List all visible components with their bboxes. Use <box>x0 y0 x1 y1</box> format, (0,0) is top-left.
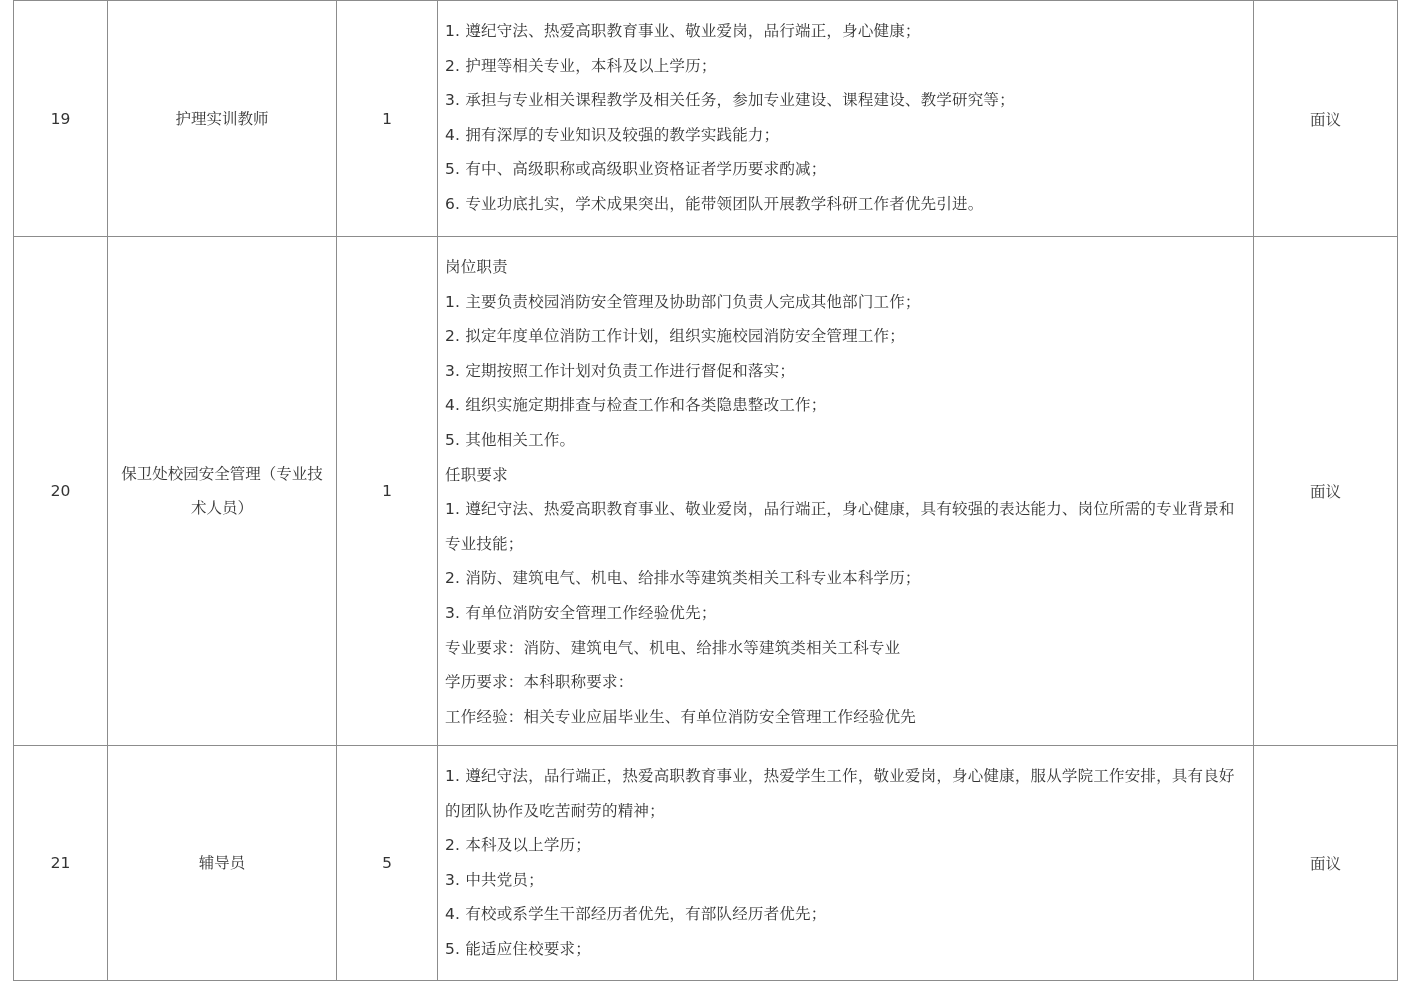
requirement-line: 5. 有中、高级职称或高级职业资格证者学历要求酌减； <box>445 160 827 179</box>
section-heading: 任职要求 <box>445 465 508 484</box>
requirement-line: 3. 中共党员； <box>445 870 544 889</box>
headcount: 1 <box>337 237 438 745</box>
requirement-line: 2. 拟定年度单位消防工作计划，组织实施校园消防安全管理工作； <box>445 327 905 346</box>
requirement-line: 5. 能适应住校要求； <box>445 939 591 958</box>
requirements-cell <box>438 237 1254 745</box>
row-number: 20 <box>14 237 108 745</box>
requirement-line: 4. 有校或系学生干部经历者优先，有部队经历者优先； <box>445 905 827 924</box>
requirements-cell <box>438 746 1254 980</box>
requirement-line: 2. 护理等相关专业，本科及以上学历； <box>445 56 717 75</box>
requirement-line: 工作经验：相关专业应届毕业生、有单位消防安全管理工作经验优先 <box>445 707 917 726</box>
salary: 面议 <box>1309 855 1341 873</box>
table-row <box>14 745 1397 980</box>
headcount: 1 <box>337 1 438 236</box>
requirement-line: 3. 有单位消防安全管理工作经验优先； <box>445 603 717 622</box>
table-row <box>14 236 1397 745</box>
requirement-line: 3. 承担与专业相关课程教学及相关任务，参加专业建设、课程建设、教学研究等； <box>445 91 1015 110</box>
table-row <box>14 0 1397 236</box>
recruitment-table <box>13 0 1398 981</box>
requirement-line: 6. 专业功底扎实，学术成果突出，能带领团队开展教学科研工作者优先引进。 <box>445 194 984 213</box>
row-number: 21 <box>14 746 108 980</box>
section-heading: 岗位职责 <box>445 258 508 276</box>
requirement-line: 2. 消防、建筑电气、机电、给排水等建筑类相关工科专业本科学历； <box>445 569 921 588</box>
requirement-line: 2. 本科及以上学历； <box>445 836 591 855</box>
requirement-line: 1. 遵纪守法，品行端正，热爱高职教育事业，热爱学生工作，敬业爱岗，身心健康，服从学院工作安排，具有良好的团队协作及吃苦耐劳的精神； <box>445 767 1235 820</box>
requirement-line: 5. 其他相关工作。 <box>445 430 576 449</box>
position-name: 护理实训教师 <box>108 1 337 236</box>
salary: 面议 <box>1309 110 1341 129</box>
requirement-line: 1. 遵纪守法、热爱高职教育事业、敬业爱岗，品行端正，身心健康； <box>445 22 921 40</box>
salary: 面议 <box>1309 483 1341 501</box>
requirement-line: 1. 主要负责校园消防安全管理及协助部门负责人完成其他部门工作； <box>445 292 921 311</box>
requirement-line: 4. 组织实施定期排查与检查工作和各类隐患整改工作； <box>445 396 827 415</box>
requirement-line: 3. 定期按照工作计划对负责工作进行督促和落实； <box>445 361 796 380</box>
requirement-line: 专业要求：消防、建筑电气、机电、给排水等建筑类相关工科专业 <box>445 638 901 657</box>
row-number: 19 <box>14 1 108 236</box>
requirement-line: 学历要求：本科职称要求： <box>445 673 634 692</box>
requirement-line: 1. 遵纪守法、热爱高职教育事业、敬业爱岗，品行端正，身心健康，具有较强的表达能力、岗位所需的专业背景和专业技能； <box>445 500 1235 553</box>
position-name: 辅导员 <box>108 746 337 980</box>
position-name: 保卫处校园安全管理（专业技术人员） <box>108 237 337 745</box>
requirements-cell <box>438 1 1254 236</box>
requirement-line: 4. 拥有深厚的专业知识及较强的教学实践能力； <box>445 125 780 144</box>
headcount: 5 <box>337 746 438 980</box>
